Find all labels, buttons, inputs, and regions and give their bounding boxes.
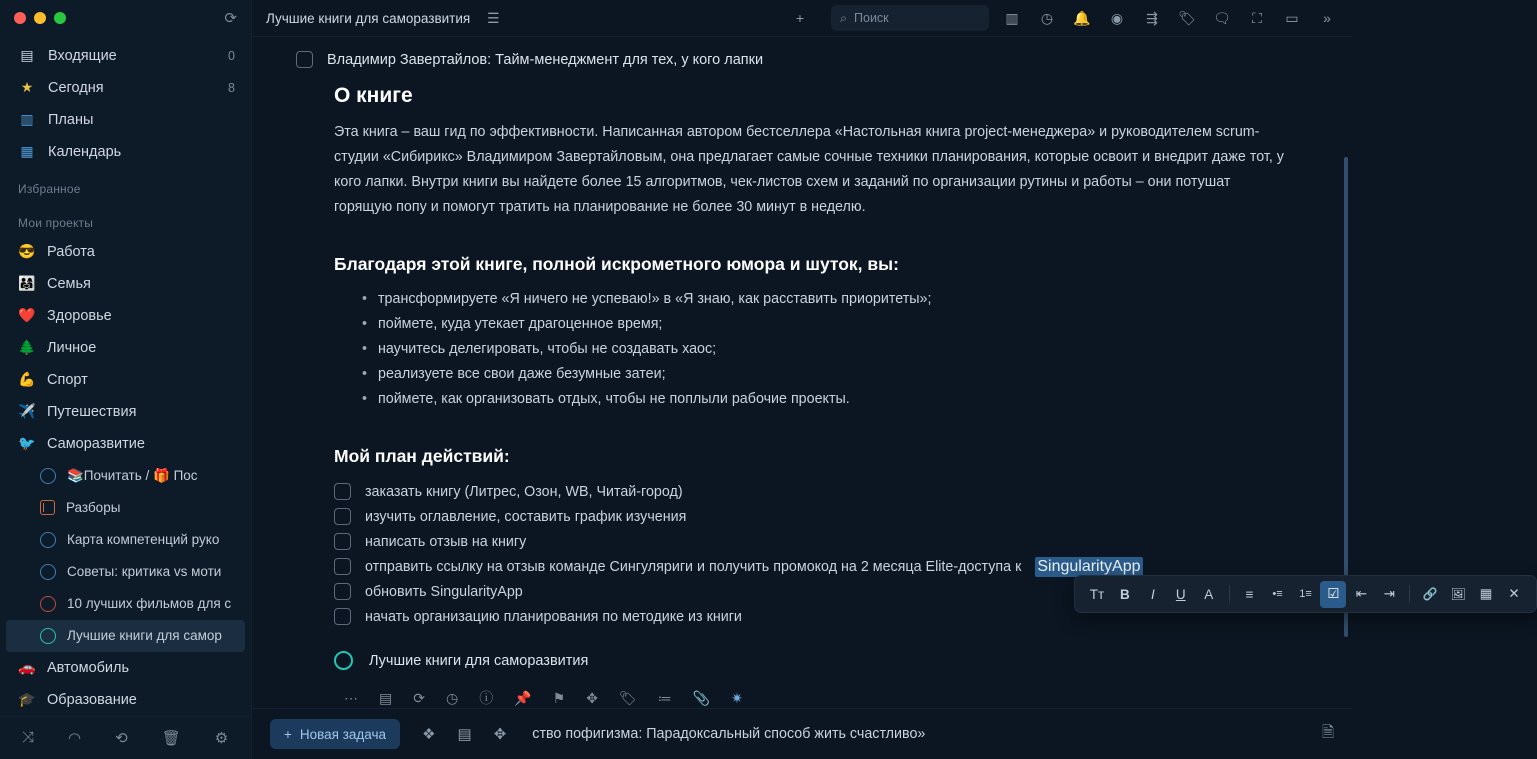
bullet-list-icon[interactable]: •≡ xyxy=(1272,588,1283,600)
vertical-scrollbar[interactable] xyxy=(1344,157,1348,637)
text-color-icon[interactable]: A xyxy=(1204,586,1214,602)
inbox-icon: ▤ xyxy=(20,47,34,64)
sidebar-project-work[interactable] xyxy=(0,236,251,268)
add-task-label: Новая задача xyxy=(299,726,387,742)
add-task-button[interactable] xyxy=(270,719,400,749)
projects-label: Мои проекты xyxy=(18,215,94,230)
move-icon[interactable]: ✥ xyxy=(586,689,598,706)
checklist-label: изучить оглавление, составить график изучения xyxy=(365,508,687,525)
sidebar-project-selfdev[interactable] xyxy=(0,428,251,460)
checklist-label: обновить SingularityApp xyxy=(365,583,523,600)
search-input[interactable] xyxy=(831,5,989,31)
outdent-icon[interactable]: ⇤ xyxy=(1355,586,1368,601)
task-label: Советы: критика vs моти xyxy=(67,564,222,580)
project-label: Саморазвитие xyxy=(47,435,145,452)
sidebar-project-sport[interactable] xyxy=(0,364,251,396)
heading-plan: Мой план действий: xyxy=(334,446,510,467)
calendar-plans-icon: ▥ xyxy=(20,111,34,128)
sidebar-project-personal[interactable] xyxy=(0,332,251,364)
chevrons-right-icon[interactable]: » xyxy=(1323,10,1331,27)
scan-icon[interactable]: ⛶ xyxy=(1252,9,1262,26)
more-icon[interactable]: ⋯ xyxy=(344,689,358,706)
checklist-checkbox[interactable] xyxy=(334,483,351,500)
image-icon[interactable]: 🖼 xyxy=(1450,587,1466,601)
history-icon[interactable]: ⟲ xyxy=(115,729,128,747)
list-item: • поймете, как организовать отдых, чтобы не поплыли рабочие проекты. xyxy=(362,387,1292,412)
main-area xyxy=(252,0,1520,759)
benefits-list xyxy=(362,287,1292,412)
sidebar-item-count: 8 xyxy=(228,80,235,95)
list-item: • реализуете все свои даже безумные затеи; xyxy=(362,362,1292,387)
top-bar-actions xyxy=(1001,7,1342,29)
list-item[interactable] xyxy=(0,460,251,492)
checklist-checkbox[interactable] xyxy=(334,533,351,550)
selected-text: SingularityApp xyxy=(1037,557,1141,575)
sidebar-nav xyxy=(0,36,251,168)
task-status-ring-icon[interactable] xyxy=(334,651,353,670)
checklist-item[interactable] xyxy=(334,529,1292,554)
task-label: 10 лучших фильмов для с xyxy=(67,596,232,612)
indent-icon[interactable]: ⇥ xyxy=(1383,586,1395,601)
bell-icon[interactable]: 🔔 xyxy=(1073,9,1091,26)
sidebar-project-car[interactable] xyxy=(0,652,251,684)
project-label: Автомобиль xyxy=(47,659,130,676)
checklist-label: заказать книгу (Литрес, Озон, WB, Читай-город) xyxy=(365,483,683,500)
text-size-icon[interactable]: Tт xyxy=(1089,586,1105,602)
info-icon[interactable]: ⓘ xyxy=(479,690,494,707)
sidebar-footer xyxy=(0,716,251,759)
sidebar-project-travel[interactable] xyxy=(0,396,251,428)
bold-icon[interactable]: B xyxy=(1120,586,1130,602)
sync-icon[interactable]: ⟳ xyxy=(224,9,237,27)
sidebar-project-health[interactable] xyxy=(0,300,251,332)
focus-icon[interactable]: ◉ xyxy=(1110,9,1124,26)
sidebar-item-label: Планы xyxy=(48,111,94,128)
task-note-icon[interactable] xyxy=(40,500,55,515)
calendar-icon: ▦ xyxy=(20,143,34,160)
plus-icon[interactable]: + xyxy=(795,10,805,27)
project-label: Спорт xyxy=(47,371,88,388)
project-label: Здоровье xyxy=(47,307,112,324)
project-emoji-icon: 💪 xyxy=(18,371,36,388)
next-task-label: ство пофигизма: Парадоксальный способ жить счастливо» xyxy=(532,726,926,743)
project-emoji-icon: 🚗 xyxy=(18,659,36,676)
subtask-row[interactable] xyxy=(334,651,1292,670)
about-paragraph: Эта книга – ваш гид по эффективности. Написанная автором бестселлера «Настольная книга project-менеджера» и руководителем scrum-студии «Сибирикс» Владимиром Завертайловым, она предлагает самые сочные техники планирования, которые освоит и внедрит даже тот, у кого лапки. Внутри книги вы найдете более 15 алгоритмов, чек-листов схем и заданий по организации рутины и работы – они потушат горящую попу и помогут тратить на планирование не более 30 минут в неделю. xyxy=(334,124,1284,216)
close-button[interactable] xyxy=(14,12,26,24)
list-item: • поймете, куда утекает драгоценное время; xyxy=(362,312,1292,337)
checklist-icon[interactable]: ☑ xyxy=(1320,581,1346,608)
flag-icon[interactable]: ⚑ xyxy=(552,689,566,706)
list-item: • трансформируете «Я ничего не успеваю!» в «Я знаю, как расставить приоритеты»; xyxy=(362,287,1292,312)
page-title: Лучшие книги для саморазвития xyxy=(266,10,471,26)
magic-icon[interactable]: ✷ xyxy=(731,689,743,706)
task-label: 📚Почитать / 🎁 Пос xyxy=(67,467,198,483)
maximize-button[interactable] xyxy=(54,12,66,24)
list-item[interactable] xyxy=(0,556,251,588)
calendar-icon[interactable]: ▤ xyxy=(379,689,393,706)
task-label: Разборы xyxy=(66,500,121,516)
project-label: Работа xyxy=(47,243,95,260)
list-item: • научитесь делегировать, чтобы не создавать хаос; xyxy=(362,337,1292,362)
project-label: Путешествия xyxy=(47,403,137,420)
format-toolbar xyxy=(1074,575,1537,613)
bottom-bar xyxy=(252,708,1352,759)
list-item[interactable] xyxy=(0,492,251,524)
window-controls xyxy=(0,0,251,36)
link-icon[interactable]: 🔗 xyxy=(1422,587,1438,601)
project-emoji-icon: ❤️ xyxy=(18,307,36,324)
tag-icon[interactable]: 🏷 xyxy=(618,689,637,706)
task-status-ring-icon[interactable] xyxy=(40,596,56,612)
sidebar-item-calendar[interactable] xyxy=(0,136,251,168)
heading-about: О книге xyxy=(334,84,413,108)
timer-icon[interactable]: ◷ xyxy=(445,689,459,706)
project-label: Образование xyxy=(47,691,137,708)
repeat-icon[interactable]: ⟳ xyxy=(413,689,425,706)
checklist-checkbox[interactable] xyxy=(334,508,351,525)
task-status-ring-icon[interactable] xyxy=(40,468,56,484)
cloud-icon[interactable]: ◠ xyxy=(68,729,82,747)
panel-icon[interactable]: ▭ xyxy=(1285,9,1299,26)
list-item[interactable] xyxy=(0,588,251,620)
task-checkbox[interactable] xyxy=(296,51,313,68)
plus-icon: + xyxy=(284,726,292,742)
timer-icon[interactable]: ◷ xyxy=(1040,9,1054,26)
checklist-label: начать организацию планирования по методике из книги xyxy=(365,608,742,625)
sidebar-item-label: Календарь xyxy=(48,143,122,160)
clear-format-icon[interactable]: ✕ xyxy=(1508,586,1520,601)
project-emoji-icon: 🐦 xyxy=(18,435,36,452)
calendar-icon[interactable]: ▤ xyxy=(457,726,472,744)
sidebar-project-family[interactable] xyxy=(0,268,251,300)
top-bar xyxy=(252,0,1352,37)
checklist-item[interactable] xyxy=(334,479,1292,504)
breadcrumb xyxy=(296,51,1292,68)
project-emoji-icon: 😎 xyxy=(18,243,36,260)
task-status-ring-icon[interactable] xyxy=(40,532,56,548)
list-item-selected[interactable] xyxy=(6,620,245,652)
task-status-ring-icon[interactable] xyxy=(40,564,56,580)
project-emoji-icon: 👨‍👩‍👧 xyxy=(18,275,36,292)
search-placeholder: Поиск xyxy=(854,11,889,26)
sidebar-item-label: Входящие xyxy=(48,47,117,64)
breadcrumb-task-title: Владимир Завертайлов: Тайм-менеджмент для тех, у кого лапки xyxy=(327,51,764,68)
attach-icon[interactable]: 📎 xyxy=(692,689,711,706)
project-emoji-icon: ✈️ xyxy=(18,403,36,420)
filter-icon[interactable]: ⇶ xyxy=(1146,9,1158,26)
italic-icon[interactable]: I xyxy=(1150,586,1155,602)
subtasks-icon[interactable]: ≔ xyxy=(657,689,672,706)
sidebar-project-list xyxy=(0,236,251,716)
sidebar xyxy=(0,0,252,759)
trash-icon[interactable]: 🗑 xyxy=(161,729,181,747)
sidebar-item-label: Сегодня xyxy=(48,79,104,96)
divider xyxy=(1409,585,1410,603)
subtask-label: Лучшие книги для саморазвития xyxy=(369,652,589,669)
table-icon[interactable]: ▦ xyxy=(1479,586,1493,601)
task-meta-toolbar xyxy=(344,688,1292,708)
comment-icon[interactable]: 🗨 xyxy=(1213,9,1231,26)
shuffle-icon[interactable]: ⤨ xyxy=(22,729,35,747)
tag-icon[interactable]: 🏷 xyxy=(1178,9,1196,26)
pin-icon[interactable]: 📌 xyxy=(514,689,532,706)
project-label: Личное xyxy=(47,339,97,356)
sidebar-project-education[interactable] xyxy=(0,684,251,716)
filter-lines-icon[interactable]: ☰ xyxy=(486,9,500,26)
calendar-icon[interactable]: ▥ xyxy=(1005,9,1019,26)
document-icon[interactable]: 🗎 xyxy=(1321,723,1334,741)
checklist-checkbox[interactable] xyxy=(334,608,351,625)
sidebar-item-today[interactable] xyxy=(0,72,251,104)
gear-icon[interactable]: ⚙ xyxy=(214,729,229,747)
numbered-list-icon[interactable]: 1≡ xyxy=(1299,588,1312,600)
underline-icon[interactable]: U xyxy=(1175,586,1186,602)
sidebar-item-count: 0 xyxy=(228,48,235,63)
list-item[interactable] xyxy=(0,524,251,556)
checklist-item[interactable] xyxy=(334,504,1292,529)
sidebar-item-inbox[interactable] xyxy=(0,40,251,72)
task-status-ring-icon[interactable] xyxy=(40,628,56,644)
heading-thanks: Благодаря этой книге, полной искрометного юмора и шуток, вы: xyxy=(334,254,899,275)
checklist-checkbox[interactable] xyxy=(334,583,351,600)
layers-icon[interactable]: ❖ xyxy=(422,726,436,744)
star-icon: ★ xyxy=(20,79,34,96)
minimize-button[interactable] xyxy=(34,12,46,24)
project-emoji-icon: 🎓 xyxy=(18,691,36,708)
project-label: Семья xyxy=(47,275,91,292)
search-icon: ⌕ xyxy=(840,10,848,25)
divider xyxy=(1229,585,1230,603)
checklist-checkbox[interactable] xyxy=(334,558,351,575)
favorites-label: Избранное xyxy=(18,181,81,196)
sidebar-item-plans[interactable] xyxy=(0,104,251,136)
align-icon[interactable]: ≡ xyxy=(1245,586,1254,602)
move-icon[interactable]: ✥ xyxy=(493,726,507,744)
task-label: Лучшие книги для самор xyxy=(67,628,222,644)
checklist-label: написать отзыв на книгу xyxy=(365,533,527,550)
task-label: Карта компетенций руко xyxy=(67,532,220,548)
project-emoji-icon: 🌲 xyxy=(18,339,36,356)
checklist-label: отправить ссылку на отзыв команде Сингуляриги и получить промокод на 2 месяца Elite-доступа к xyxy=(365,558,1022,575)
